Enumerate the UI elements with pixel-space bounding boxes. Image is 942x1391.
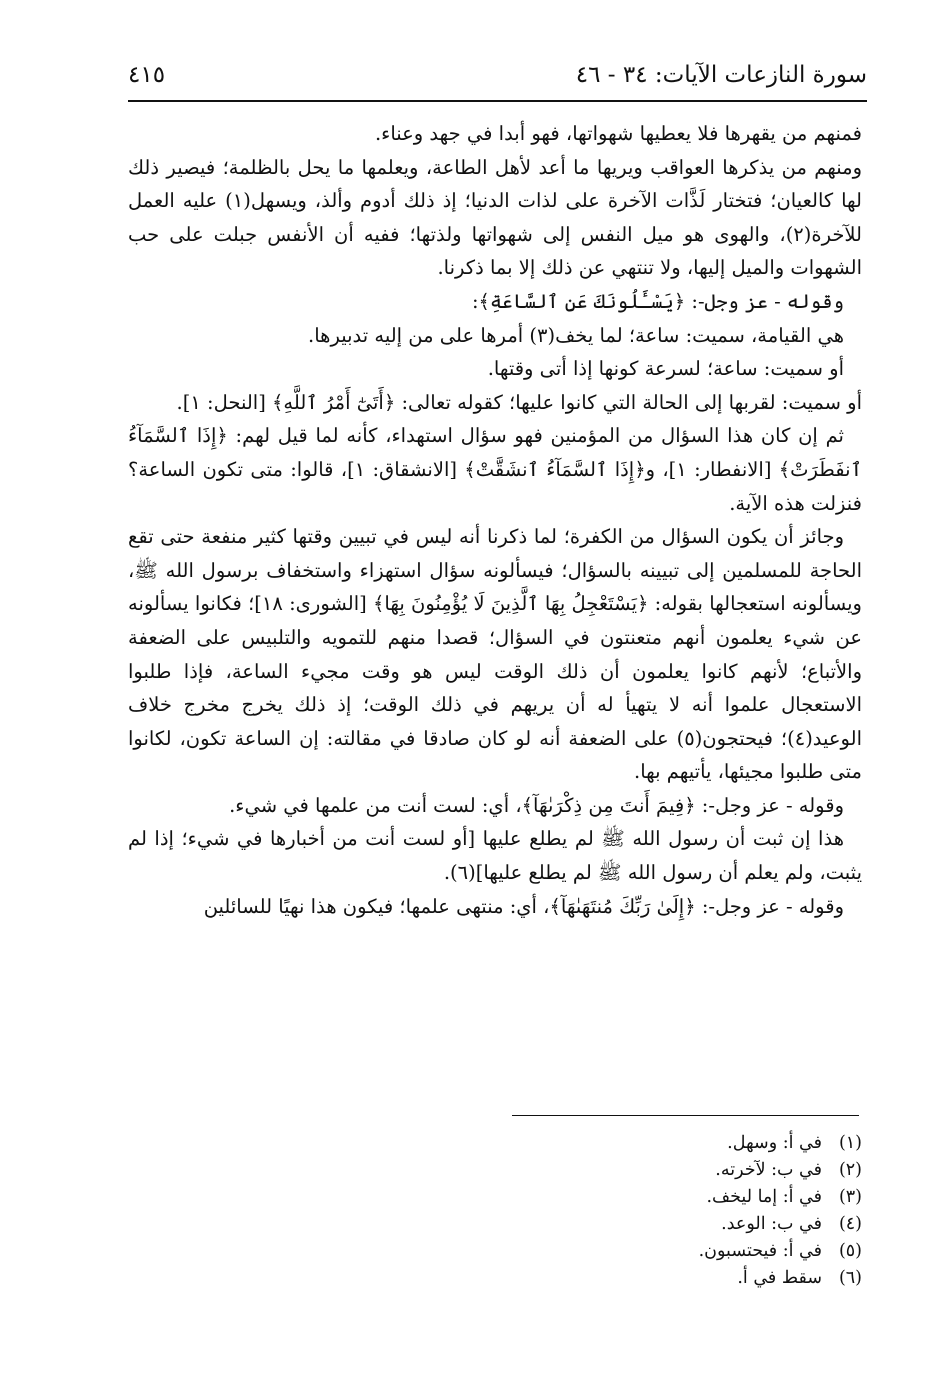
footnotes xyxy=(462,1130,862,1292)
paragraph: وقوله - عز وجل-: ﴿إِلَىٰ رَبِّكَ مُنتَهَىٰهَآ﴾، أي: منتهى علمها؛ فيكون هذا نهيًا للسائلين xyxy=(203,894,844,918)
paragraph: هي القيامة، سميت: ساعة؛ لما يخف(٣) أمرها على من إليه تدبيرها. xyxy=(308,323,844,347)
footnote-divider xyxy=(512,1115,859,1116)
footnote-text: في أ: فيحتسبون. xyxy=(698,1241,822,1261)
surah-title: سورة النازعات الآيات: ٣٤ - ٤٦ xyxy=(575,62,867,88)
footnote-text: في ب: الوعد. xyxy=(721,1214,822,1234)
footnote-number: (٦) xyxy=(838,1268,862,1288)
footnote-text: في ب: لآخرته. xyxy=(715,1160,822,1180)
footnote xyxy=(462,1157,862,1184)
footnote-number: (٤) xyxy=(838,1214,862,1234)
footnote-text: في أ: إما ليخف. xyxy=(706,1187,822,1207)
paragraph: فمنهم من يقهرها فلا يعطيها شهواتها، فهو أبدا في جهد وعناء. xyxy=(374,122,862,145)
paragraph: ثم إن كان هذا السؤال من المؤمنين فهو سؤال استهداء، كأنه لما قيل لهم: ﴿إِذَا ٱلسَّمَآءُ ٱنفَطَرَتْ﴾ [الانفطار: ١]، و﴿إِذَا ٱلسَّمَآءُ ٱنشَقَّتْ﴾ [الانشقاق: ١]، قالوا: متى تكون الساعة؟ فنزلت هذه الآية. xyxy=(128,424,862,515)
paragraph: ومنهم من يذكرها العواقب ويريها ما أعد لأهل الطاعة، ويعلمها ما يحل بالظلمة؛ فيصير ذلك لها كالعيان؛ فتختار لَذَّات الآخرة على لذات الدنيا؛ إذ ذلك أدوم وألذ، ويسهل(١) عليه العمل للآخرة(٢)، والهوى هو ميل النفس إلى شهواتها ولذتها؛ ففيه أن الأنفس جبلت على حب الشهوات والميل إليها، ولا تنتهي عن ذلك إلا بما ذكرنا. xyxy=(128,155,862,280)
paragraph: وقوله - عز وجل-: ﴿يَسْـَٔلُونَكَ عَنِ ٱلسَّاعَةِ﴾: xyxy=(471,289,844,313)
footnote xyxy=(462,1238,862,1265)
paragraph: وقوله - عز وجل-: ﴿فِيمَ أَنتَ مِن ذِكْرَىٰهَآ﴾، أي: لست أنت من علمها في شيء. xyxy=(229,793,844,817)
footnote-number: (٥) xyxy=(838,1241,862,1261)
footnote xyxy=(462,1184,862,1211)
footnote-number: (٢) xyxy=(838,1160,862,1180)
footnote-text: في أ: وسهل. xyxy=(727,1133,822,1153)
running-header xyxy=(128,55,867,95)
paragraph: أو سميت: ساعة؛ لسرعة كونها إذا أتى وقتها. xyxy=(487,357,844,381)
footnote-text: سقط في أ. xyxy=(737,1268,822,1288)
paragraph: وجائز أن يكون السؤال من الكفرة؛ لما ذكرنا أنه ليس في تبيين وقتها كثير منفعة حتى تقع الحاجة للمسلمين إلى تبيينه بالسؤال؛ فيسألونه سؤال استهزاء واستخفاف برسول الله ﷺ، ويسألونه استعجالها بقوله: ﴿يَسْتَعْجِلُ بِهَا ٱلَّذِينَ لَا يُؤْمِنُونَ بِهَا﴾ [الشورى: ١٨]؛ فكانوا يسألونه عن شيء يعلمون أنهم متعنتون في السؤال؛ قصدا منهم للتمويه والتلبيس على الضعفة والأتباع؛ لأنهم كانوا يعلمون أن ذلك الوقت ليس هو وقت مجيء الساعة، فإذا طلبوا الاستعجال علموا أنه لا يتهيأ له أن يريهم في ذلك الوقت؛ إذ ذلك يخرج مخرج خلاف الوعيد(٤)؛ فيحتجون(٥) على الضعفة أنه لو كان صادقا في مقالته: إن الساعة تكون، لكانوا متى طلبوا مجيئها، يأتيهم بها. xyxy=(128,525,862,784)
footnote xyxy=(462,1211,862,1238)
page-number: ٤١٥ xyxy=(128,62,166,88)
footnote xyxy=(462,1130,862,1157)
header-divider xyxy=(128,100,867,102)
footnote-number: (٣) xyxy=(838,1187,862,1207)
paragraph: هذا إن ثبت أن رسول الله ﷺ لم يطلع عليها [أو لست أنت من أخبارها في شيء؛ إذا لم يثبت، ولم يعلم أن رسول الله ﷺ لم يطلع عليها](٦). xyxy=(128,827,862,885)
footnote xyxy=(462,1265,862,1292)
main-text xyxy=(128,117,862,923)
footnote-number: (١) xyxy=(838,1133,862,1153)
paragraph: أو سميت: لقربها إلى الحالة التي كانوا عليها؛ كقوله تعالى: ﴿أَتَىٰٓ أَمْرُ ٱللَّهِ﴾ [النحل: ١]. xyxy=(176,390,862,414)
